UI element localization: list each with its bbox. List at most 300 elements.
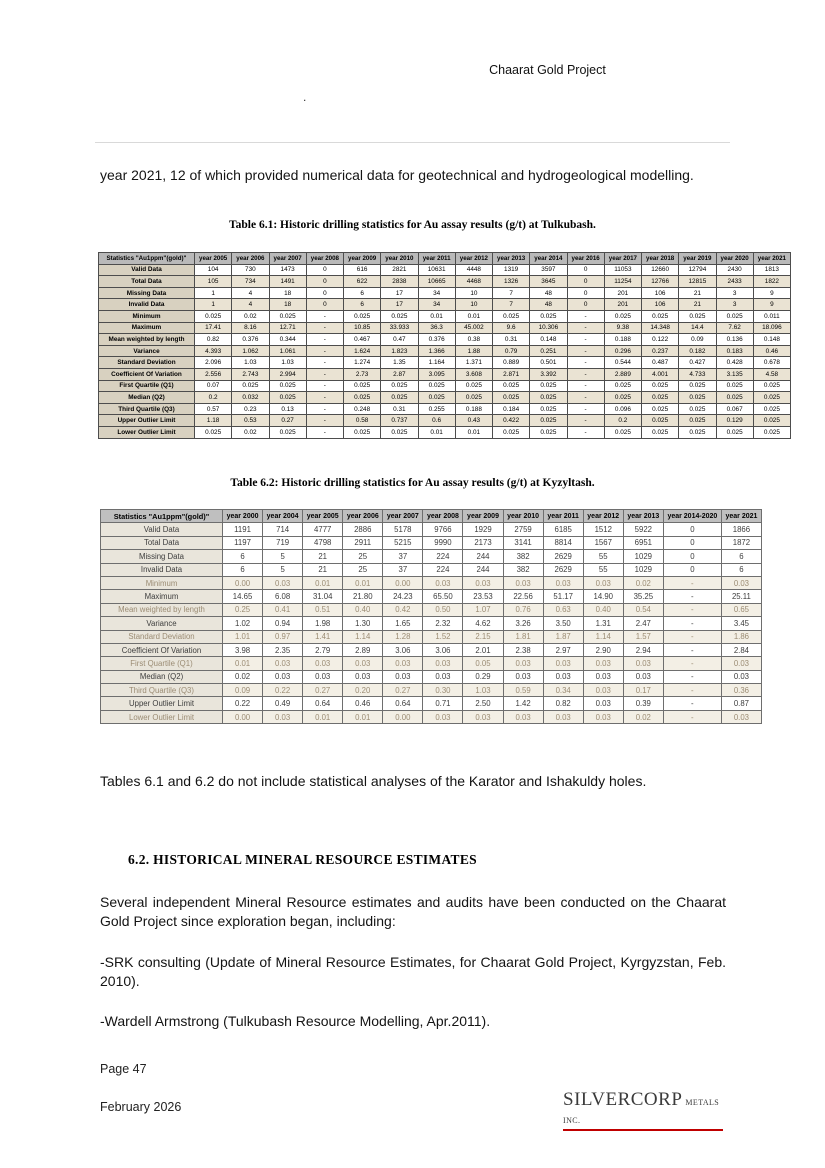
value-cell: 2.994 bbox=[269, 368, 306, 380]
value-cell: 24.23 bbox=[383, 590, 423, 603]
value-cell: 0.03 bbox=[543, 576, 583, 589]
value-cell: 0.03 bbox=[721, 657, 761, 670]
value-cell: 2838 bbox=[381, 276, 418, 288]
value-cell: 21 bbox=[679, 299, 716, 311]
value-cell: 4.62 bbox=[463, 617, 503, 630]
value-cell: 0.01 bbox=[303, 710, 343, 723]
value-cell: 4 bbox=[232, 299, 269, 311]
value-cell: 1.03 bbox=[269, 357, 306, 369]
value-cell: 37 bbox=[383, 550, 423, 563]
value-cell: 0 bbox=[663, 536, 721, 549]
value-cell: 0.025 bbox=[381, 426, 418, 438]
value-cell: 0.025 bbox=[716, 392, 753, 404]
value-cell: 0.01 bbox=[455, 310, 492, 322]
value-cell: 4448 bbox=[455, 264, 492, 276]
value-cell: 0.025 bbox=[493, 310, 530, 322]
value-cell: 1.062 bbox=[232, 345, 269, 357]
value-cell: - bbox=[306, 368, 343, 380]
value-cell: 2.89 bbox=[343, 643, 383, 656]
value-cell: 2629 bbox=[543, 550, 583, 563]
table-row bbox=[101, 684, 762, 697]
value-cell: 0 bbox=[567, 264, 604, 276]
page-number: Page 47 bbox=[100, 1062, 147, 1076]
value-cell: 0.025 bbox=[679, 380, 716, 392]
row-label: Missing Data bbox=[99, 287, 195, 299]
value-cell: 9 bbox=[753, 299, 790, 311]
value-cell: 3.095 bbox=[418, 368, 455, 380]
table-row bbox=[101, 536, 762, 549]
value-cell: - bbox=[567, 357, 604, 369]
value-cell: 22.56 bbox=[503, 590, 543, 603]
table-row bbox=[101, 643, 762, 656]
row-label: Maximum bbox=[99, 322, 195, 334]
value-cell: 0.43 bbox=[455, 415, 492, 427]
value-cell: 0.03 bbox=[623, 670, 663, 683]
value-cell: 1 bbox=[195, 299, 232, 311]
value-cell: 2.32 bbox=[423, 617, 463, 630]
value-cell: 9 bbox=[753, 287, 790, 299]
value-cell: 0.63 bbox=[543, 603, 583, 616]
value-cell: 2.50 bbox=[463, 697, 503, 710]
value-cell: 3 bbox=[716, 287, 753, 299]
value-cell: 0.02 bbox=[623, 576, 663, 589]
value-cell: 0.737 bbox=[381, 415, 418, 427]
row-label: First Quartile (Q1) bbox=[101, 657, 223, 670]
value-cell: 45.002 bbox=[455, 322, 492, 334]
value-cell: 2.38 bbox=[503, 643, 543, 656]
value-cell: 622 bbox=[344, 276, 381, 288]
value-cell: 1 bbox=[195, 287, 232, 299]
value-cell: 0.03 bbox=[343, 657, 383, 670]
value-cell: 0.025 bbox=[381, 392, 418, 404]
year-column-header: year 2013 bbox=[493, 253, 530, 265]
row-label: Standard Deviation bbox=[99, 357, 195, 369]
table-row bbox=[99, 357, 791, 369]
value-cell: 0.02 bbox=[232, 310, 269, 322]
year-column-header: year 2004 bbox=[263, 510, 303, 523]
row-label: First Quartile (Q1) bbox=[99, 380, 195, 392]
value-cell: 0.122 bbox=[642, 334, 679, 346]
value-cell: 11254 bbox=[604, 276, 641, 288]
value-cell: 9.6 bbox=[493, 322, 530, 334]
value-cell: 0.03 bbox=[583, 576, 623, 589]
value-cell: 1866 bbox=[721, 523, 761, 536]
value-cell: 0.09 bbox=[223, 684, 263, 697]
value-cell: 0.27 bbox=[383, 684, 423, 697]
value-cell: 0.03 bbox=[303, 670, 343, 683]
value-cell: 2.556 bbox=[195, 368, 232, 380]
value-cell: 0.03 bbox=[383, 657, 423, 670]
value-cell: 0.025 bbox=[642, 380, 679, 392]
value-cell: 0.00 bbox=[223, 710, 263, 723]
value-cell: 0.025 bbox=[604, 392, 641, 404]
value-cell: 14.90 bbox=[583, 590, 623, 603]
value-cell: 21.80 bbox=[343, 590, 383, 603]
value-cell: 1567 bbox=[583, 536, 623, 549]
page-header-title: Chaarat Gold Project bbox=[489, 63, 606, 77]
value-cell: 0.27 bbox=[303, 684, 343, 697]
value-cell: 0.182 bbox=[679, 345, 716, 357]
value-cell: - bbox=[306, 426, 343, 438]
value-cell: 18.096 bbox=[753, 322, 790, 334]
value-cell: 0.501 bbox=[530, 357, 567, 369]
value-cell: 3645 bbox=[530, 276, 567, 288]
value-cell: 0.183 bbox=[716, 345, 753, 357]
value-cell: 0.03 bbox=[263, 670, 303, 683]
value-cell: 1.28 bbox=[383, 630, 423, 643]
value-cell: 0.067 bbox=[716, 403, 753, 415]
value-cell: 0.251 bbox=[530, 345, 567, 357]
value-cell: 25.11 bbox=[721, 590, 761, 603]
table-row bbox=[99, 415, 791, 427]
value-cell: 5922 bbox=[623, 523, 663, 536]
value-cell: 0.427 bbox=[679, 357, 716, 369]
value-cell: 0.58 bbox=[344, 415, 381, 427]
value-cell: 0.87 bbox=[721, 697, 761, 710]
value-cell: 0.49 bbox=[263, 697, 303, 710]
value-cell: 18 bbox=[269, 287, 306, 299]
value-cell: 0.025 bbox=[642, 426, 679, 438]
value-cell: 1191 bbox=[223, 523, 263, 536]
year-column-header: year 2011 bbox=[543, 510, 583, 523]
value-cell: 0.025 bbox=[269, 426, 306, 438]
table-row bbox=[99, 392, 791, 404]
value-cell: 0.025 bbox=[493, 380, 530, 392]
logo-text-sub: METALS INC. bbox=[563, 1098, 720, 1125]
year-column-header: year 2017 bbox=[604, 253, 641, 265]
table-row bbox=[99, 426, 791, 438]
value-cell: 0.59 bbox=[503, 684, 543, 697]
value-cell: 0.422 bbox=[493, 415, 530, 427]
value-cell: 2911 bbox=[343, 536, 383, 549]
value-cell: 0.20 bbox=[343, 684, 383, 697]
value-cell: 0.025 bbox=[642, 403, 679, 415]
value-cell: 1.03 bbox=[232, 357, 269, 369]
value-cell: 8814 bbox=[543, 536, 583, 549]
value-cell: 2.47 bbox=[623, 617, 663, 630]
value-cell: 1.061 bbox=[269, 345, 306, 357]
value-cell: 10 bbox=[455, 287, 492, 299]
value-cell: 0.544 bbox=[604, 357, 641, 369]
year-column-header: year 2020 bbox=[716, 253, 753, 265]
value-cell: 2.15 bbox=[463, 630, 503, 643]
value-cell: 1512 bbox=[583, 523, 623, 536]
value-cell: 0.03 bbox=[303, 657, 343, 670]
value-cell: 0.025 bbox=[344, 426, 381, 438]
table-1-caption: Table 6.1: Historic drilling statistics for Au assay results (g/t) at Tulkubash. bbox=[229, 219, 596, 231]
value-cell: 5 bbox=[263, 563, 303, 576]
table-row bbox=[99, 276, 791, 288]
value-cell: - bbox=[567, 322, 604, 334]
value-cell: 2886 bbox=[343, 523, 383, 536]
value-cell: 0.01 bbox=[223, 657, 263, 670]
value-cell: 55 bbox=[583, 550, 623, 563]
value-cell: 36.3 bbox=[418, 322, 455, 334]
value-cell: 0.40 bbox=[583, 603, 623, 616]
row-label: Invalid Data bbox=[99, 299, 195, 311]
value-cell: 0.00 bbox=[383, 576, 423, 589]
value-cell: 12660 bbox=[642, 264, 679, 276]
value-cell: 0.57 bbox=[195, 403, 232, 415]
value-cell: - bbox=[567, 310, 604, 322]
value-cell: 201 bbox=[604, 299, 641, 311]
year-column-header: year 2021 bbox=[721, 510, 761, 523]
value-cell: 0.03 bbox=[543, 710, 583, 723]
value-cell: 0.025 bbox=[493, 392, 530, 404]
value-cell: 1.35 bbox=[381, 357, 418, 369]
row-label: Standard Deviation bbox=[101, 630, 223, 643]
value-cell: 0 bbox=[306, 299, 343, 311]
year-column-header: year 2018 bbox=[642, 253, 679, 265]
value-cell: - bbox=[567, 392, 604, 404]
value-cell: 0.07 bbox=[195, 380, 232, 392]
value-cell: 0.13 bbox=[269, 403, 306, 415]
value-cell: - bbox=[306, 392, 343, 404]
value-cell: 8.16 bbox=[232, 322, 269, 334]
value-cell: 1.42 bbox=[503, 697, 543, 710]
value-cell: 382 bbox=[503, 550, 543, 563]
value-cell: - bbox=[663, 697, 721, 710]
value-cell: - bbox=[306, 403, 343, 415]
table-header-row bbox=[99, 253, 791, 265]
value-cell: 1491 bbox=[269, 276, 306, 288]
value-cell: 0.76 bbox=[503, 603, 543, 616]
value-cell: 1.65 bbox=[383, 617, 423, 630]
value-cell: 4798 bbox=[303, 536, 343, 549]
value-cell: 0.011 bbox=[753, 310, 790, 322]
value-cell: 2.87 bbox=[381, 368, 418, 380]
value-cell: 0.025 bbox=[753, 403, 790, 415]
row-label: Upper Outlier Limit bbox=[99, 415, 195, 427]
value-cell: 1.30 bbox=[343, 617, 383, 630]
year-column-header: year 2011 bbox=[418, 253, 455, 265]
value-cell: 0 bbox=[306, 287, 343, 299]
value-cell: 0.344 bbox=[269, 334, 306, 346]
value-cell: 3.135 bbox=[716, 368, 753, 380]
value-cell: 0.01 bbox=[343, 576, 383, 589]
value-cell: 55 bbox=[583, 563, 623, 576]
value-cell: 0.03 bbox=[503, 576, 543, 589]
value-cell: 0.148 bbox=[753, 334, 790, 346]
value-cell: 0.025 bbox=[530, 403, 567, 415]
footer-date: February 2026 bbox=[100, 1100, 182, 1114]
table-row bbox=[101, 590, 762, 603]
row-label: Invalid Data bbox=[101, 563, 223, 576]
value-cell: 3597 bbox=[530, 264, 567, 276]
value-cell: 0.025 bbox=[269, 392, 306, 404]
value-cell: 714 bbox=[263, 523, 303, 536]
value-cell: 0.296 bbox=[604, 345, 641, 357]
value-cell: 1.87 bbox=[543, 630, 583, 643]
value-cell: 3.608 bbox=[455, 368, 492, 380]
value-cell: 4.001 bbox=[642, 368, 679, 380]
value-cell: 0.23 bbox=[232, 403, 269, 415]
value-cell: - bbox=[663, 576, 721, 589]
value-cell: 33.933 bbox=[381, 322, 418, 334]
value-cell: 0.65 bbox=[721, 603, 761, 616]
row-label: Minimum bbox=[101, 576, 223, 589]
value-cell: 25 bbox=[343, 563, 383, 576]
year-column-header: year 2010 bbox=[503, 510, 543, 523]
value-cell: 0.03 bbox=[383, 670, 423, 683]
value-cell: - bbox=[306, 415, 343, 427]
value-cell: 0.376 bbox=[232, 334, 269, 346]
value-cell: 0.03 bbox=[423, 657, 463, 670]
value-cell: 14.65 bbox=[223, 590, 263, 603]
value-cell: 2.871 bbox=[493, 368, 530, 380]
value-cell: 17 bbox=[381, 287, 418, 299]
value-cell: 0.01 bbox=[418, 310, 455, 322]
value-cell: 106 bbox=[642, 299, 679, 311]
value-cell: 1.07 bbox=[463, 603, 503, 616]
value-cell: 0.025 bbox=[381, 310, 418, 322]
logo-text-main: SILVERCORP bbox=[563, 1089, 683, 1110]
value-cell: 2.94 bbox=[623, 643, 663, 656]
value-cell: 0.00 bbox=[223, 576, 263, 589]
row-label: Lower Outlier Limit bbox=[101, 710, 223, 723]
table-row bbox=[101, 670, 762, 683]
value-cell: 0.05 bbox=[463, 657, 503, 670]
value-cell: 0.025 bbox=[344, 380, 381, 392]
value-cell: 0.00 bbox=[383, 710, 423, 723]
value-cell: 2.743 bbox=[232, 368, 269, 380]
value-cell: 0.03 bbox=[721, 710, 761, 723]
value-cell: 244 bbox=[463, 563, 503, 576]
value-cell: - bbox=[567, 380, 604, 392]
value-cell: - bbox=[306, 380, 343, 392]
year-column-header: year 2007 bbox=[269, 253, 306, 265]
value-cell: - bbox=[567, 345, 604, 357]
header-divider bbox=[95, 142, 730, 143]
value-cell: 3.98 bbox=[223, 643, 263, 656]
value-cell: 5215 bbox=[383, 536, 423, 549]
year-column-header: year 2010 bbox=[381, 253, 418, 265]
value-cell: 1.31 bbox=[583, 617, 623, 630]
value-cell: 0.025 bbox=[530, 415, 567, 427]
value-cell: 0.39 bbox=[623, 697, 663, 710]
row-label: Median (Q2) bbox=[101, 670, 223, 683]
table-row bbox=[101, 576, 762, 589]
value-cell: 0.025 bbox=[604, 380, 641, 392]
value-cell: 0.025 bbox=[269, 380, 306, 392]
value-cell: 0.03 bbox=[263, 657, 303, 670]
value-cell: 2821 bbox=[381, 264, 418, 276]
value-cell: 0.94 bbox=[263, 617, 303, 630]
value-cell: - bbox=[663, 684, 721, 697]
value-cell: - bbox=[663, 617, 721, 630]
value-cell: 0.01 bbox=[418, 426, 455, 438]
table-row bbox=[101, 630, 762, 643]
value-cell: 1.18 bbox=[195, 415, 232, 427]
value-cell: 0.025 bbox=[642, 310, 679, 322]
value-cell: 0.032 bbox=[232, 392, 269, 404]
value-cell: - bbox=[663, 590, 721, 603]
row-label: Mean weighted by length bbox=[101, 603, 223, 616]
value-cell: 104 bbox=[195, 264, 232, 276]
value-cell: 1.03 bbox=[463, 684, 503, 697]
value-cell: 719 bbox=[263, 536, 303, 549]
value-cell: 0.025 bbox=[530, 310, 567, 322]
table-row bbox=[101, 697, 762, 710]
value-cell: 0.025 bbox=[530, 380, 567, 392]
value-cell: 10665 bbox=[418, 276, 455, 288]
table-row bbox=[99, 322, 791, 334]
table-header-row bbox=[101, 510, 762, 523]
table-row bbox=[99, 380, 791, 392]
value-cell: 6.08 bbox=[263, 590, 303, 603]
value-cell: 0.03 bbox=[721, 576, 761, 589]
value-cell: 0.025 bbox=[344, 310, 381, 322]
value-cell: 0.03 bbox=[583, 670, 623, 683]
value-cell: 0.025 bbox=[344, 392, 381, 404]
value-cell: 0.27 bbox=[269, 415, 306, 427]
row-label: Minimum bbox=[99, 310, 195, 322]
value-cell: 224 bbox=[423, 563, 463, 576]
value-cell: 4.58 bbox=[753, 368, 790, 380]
row-label: Variance bbox=[101, 617, 223, 630]
value-cell: 0.025 bbox=[679, 392, 716, 404]
stray-dot: . bbox=[303, 90, 307, 104]
value-cell: 5178 bbox=[383, 523, 423, 536]
value-cell: 3.50 bbox=[543, 617, 583, 630]
year-column-header: year 2008 bbox=[306, 253, 343, 265]
value-cell: 48 bbox=[530, 299, 567, 311]
value-cell: 1929 bbox=[463, 523, 503, 536]
value-cell: 3.45 bbox=[721, 617, 761, 630]
table-row bbox=[99, 368, 791, 380]
value-cell: 25 bbox=[343, 550, 383, 563]
list-item-wardell: -Wardell Armstrong (Tulkubash Resource Modelling, Apr.2011). bbox=[100, 1013, 491, 1029]
value-cell: 21 bbox=[303, 550, 343, 563]
value-cell: 0.025 bbox=[232, 380, 269, 392]
value-cell: 0.467 bbox=[344, 334, 381, 346]
value-cell: - bbox=[567, 426, 604, 438]
value-cell: 1822 bbox=[753, 276, 790, 288]
value-cell: 0.30 bbox=[423, 684, 463, 697]
value-cell: 1.41 bbox=[303, 630, 343, 643]
row-label: Coefficient Of Variation bbox=[99, 368, 195, 380]
value-cell: 2.84 bbox=[721, 643, 761, 656]
value-cell: 0.97 bbox=[263, 630, 303, 643]
value-cell: 2.35 bbox=[263, 643, 303, 656]
value-cell: 0.03 bbox=[263, 710, 303, 723]
value-cell: 0.03 bbox=[543, 670, 583, 683]
value-cell: 6 bbox=[223, 550, 263, 563]
statistics-column-header: Statistics "Au1ppm"(gold)" bbox=[99, 253, 195, 265]
year-column-header: year 2007 bbox=[383, 510, 423, 523]
value-cell: 17.41 bbox=[195, 322, 232, 334]
value-cell: 0.82 bbox=[543, 697, 583, 710]
year-column-header: year 2014 bbox=[530, 253, 567, 265]
value-cell: 0.025 bbox=[455, 392, 492, 404]
value-cell: 0.025 bbox=[195, 426, 232, 438]
year-column-header: year 2006 bbox=[232, 253, 269, 265]
value-cell: 0.025 bbox=[455, 380, 492, 392]
value-cell: 0.025 bbox=[530, 426, 567, 438]
section-heading: 6.2. HISTORICAL MINERAL RESOURCE ESTIMATES bbox=[128, 852, 477, 867]
year-column-header: year 2009 bbox=[463, 510, 503, 523]
value-cell: 9766 bbox=[423, 523, 463, 536]
value-cell: 1.02 bbox=[223, 617, 263, 630]
value-cell: 0.40 bbox=[343, 603, 383, 616]
table-row bbox=[99, 345, 791, 357]
table-row bbox=[99, 403, 791, 415]
value-cell: 0.03 bbox=[623, 657, 663, 670]
value-cell: 4.733 bbox=[679, 368, 716, 380]
year-column-header: year 2008 bbox=[423, 510, 463, 523]
value-cell: 21 bbox=[679, 287, 716, 299]
value-cell: 12794 bbox=[679, 264, 716, 276]
